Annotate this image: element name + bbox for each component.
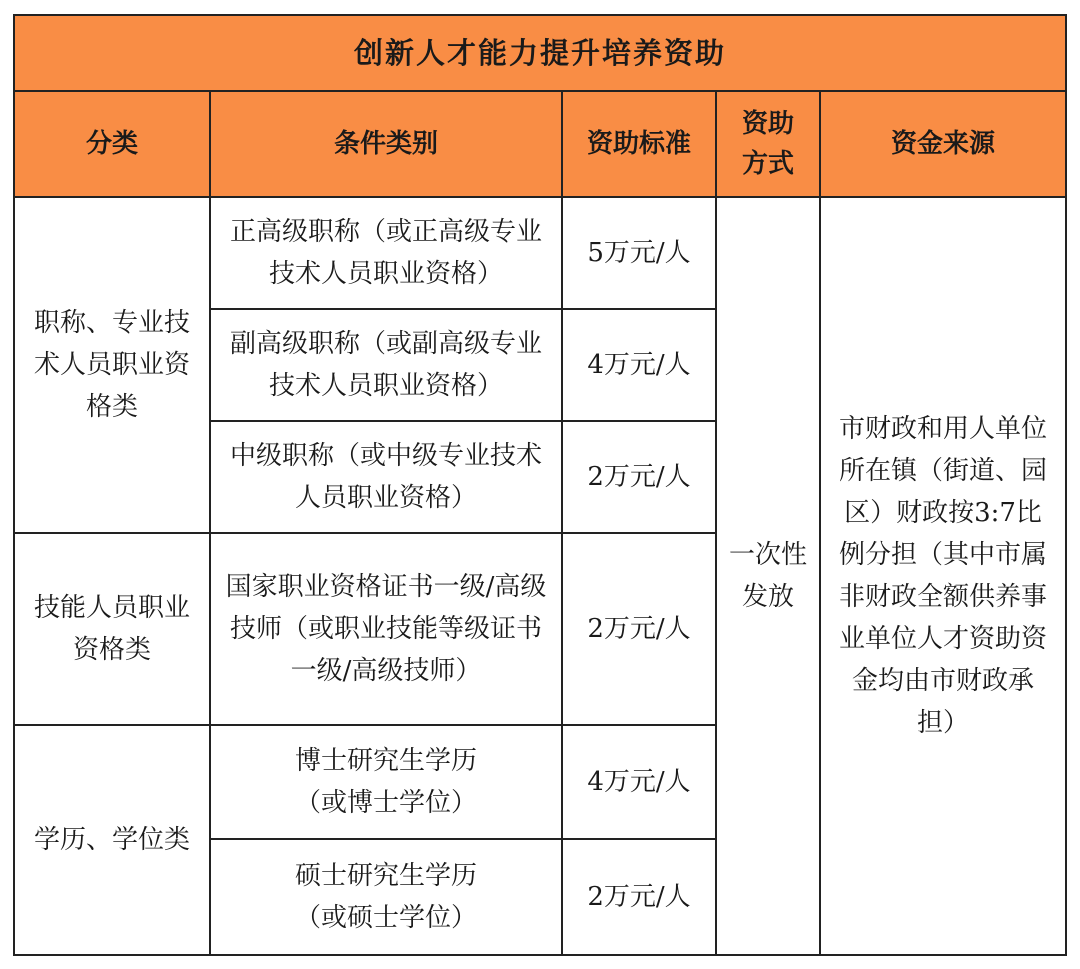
amount-cell: 2万元/人	[562, 421, 716, 533]
subsidy-table	[13, 14, 1067, 956]
category-cell: 技能人员职业资格类	[14, 533, 210, 725]
method-cell: 一次性发放	[716, 197, 820, 955]
amount-cell: 2万元/人	[562, 839, 716, 955]
header-source: 资金来源	[820, 91, 1066, 197]
header-category: 分类	[14, 91, 210, 197]
amount-cell: 5万元/人	[562, 197, 716, 309]
condition-cell: 国家职业资格证书一级/高级技师（或职业技能等级证书一级/高级技师）	[210, 533, 562, 725]
condition-cell: 中级职称（或中级专业技术人员职业资格）	[210, 421, 562, 533]
source-cell: 市财政和用人单位所在镇（街道、园区）财政按3:7比例分担（其中市属非财政全额供养事业单位人才资助资金均由市财政承担）	[820, 197, 1066, 955]
condition-cell: 博士研究生学历（或博士学位）	[210, 725, 562, 839]
header-standard: 资助标准	[562, 91, 716, 197]
category-cell: 学历、学位类	[14, 725, 210, 955]
header-condition: 条件类别	[210, 91, 562, 197]
condition-cell: 副高级职称（或副高级专业技术人员职业资格）	[210, 309, 562, 421]
amount-cell: 4万元/人	[562, 725, 716, 839]
condition-cell: 正高级职称（或正高级专业技术人员职业资格）	[210, 197, 562, 309]
table-title: 创新人才能力提升培养资助	[14, 15, 1066, 91]
amount-cell: 4万元/人	[562, 309, 716, 421]
category-cell: 职称、专业技术人员职业资格类	[14, 197, 210, 533]
condition-cell: 硕士研究生学历（或硕士学位）	[210, 839, 562, 955]
amount-cell: 2万元/人	[562, 533, 716, 725]
header-method: 资助方式	[716, 91, 820, 197]
